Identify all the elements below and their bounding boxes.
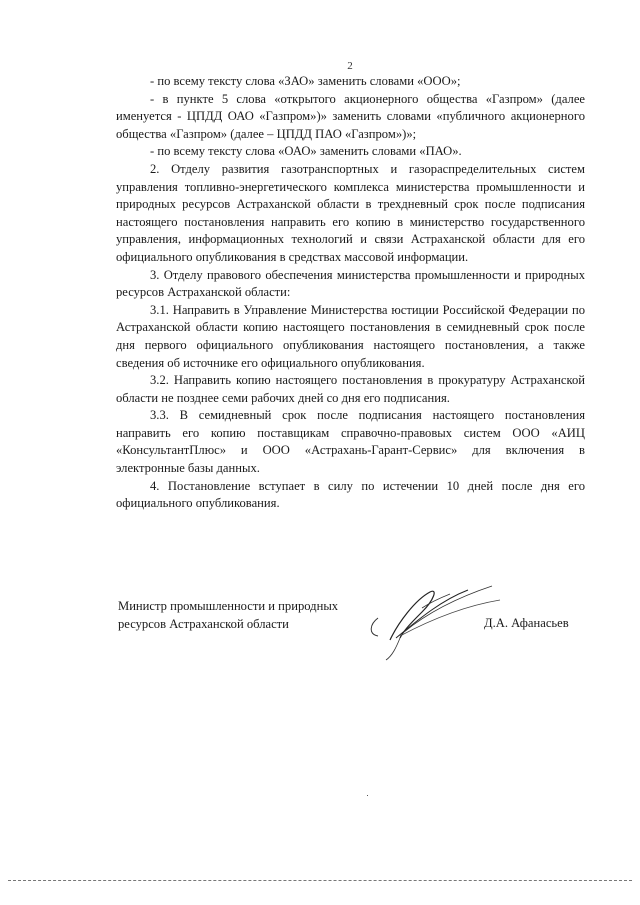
- document-body: [116, 73, 585, 513]
- paragraph-item-4: 4. Постановление вступает в силу по истечении 10 дней после дня его официального опубликования.: [116, 478, 585, 511]
- signatory-position-line2: ресурсов Астраханской области: [118, 617, 289, 631]
- paragraph-oao-replacement: - по всему тексту слова «ОАО» заменить словами «ПАО».: [150, 144, 462, 159]
- page-number: 2: [347, 60, 353, 72]
- scan-bottom-edge: [8, 880, 632, 882]
- signatory-position-line1: Министр промышленности и природных: [118, 599, 339, 613]
- paragraph-item-3: 3. Отделу правового обеспечения министерства промышленности и природных ресурсов Астраханской области:: [116, 267, 585, 300]
- paragraph-clause5-replacement: - в пункте 5 слова «открытого акционерного общества «Газпром» (далее именуется - ЦПДД ОАО «Газпром»)» заменить словами «публичного акционерного общества «Газпром» (далее – ЦПДД ПАО «Газпром»)»;: [116, 91, 585, 141]
- signatory-position: [118, 597, 398, 633]
- paragraph-item-2: 2. Отделу развития газотранспортных и газораспределительных систем управления топливно-энергетического комплекса министерства промышленности и природных ресурсов Астраханской области в трехдневный срок после подписания настоящего постановления направить его копию в министерство государственного управления, информационных технологий и связи Астраханской области для его официального опубликования в средствах массовой информации.: [116, 161, 585, 264]
- paragraph-item-3-1: 3.1. Направить в Управление Министерства юстиции Российской Федерации по Астраханской области копию настоящего постановления в семидневный срок после дня первого официального опубликования настоящего постановления, а также сведения об источнике его официального опубликования.: [116, 302, 585, 370]
- paragraph-item-3-3: 3.3. В семидневный срок после подписания настоящего постановления направить его копию поставщикам справочно-правовых систем ООО «АИЦ «КонсультантПлюс» и ООО «Астрахань-Гарант-Сервис» для включения в электронные базы данных.: [116, 408, 585, 476]
- scan-speck: [367, 795, 368, 796]
- paragraph-item-3-2: 3.2. Направить копию настоящего постановления в прокуратуру Астраханской области не позднее семи рабочих дней со дня его подписания.: [116, 373, 585, 405]
- signatory-name: Д.А. Афанасьев: [484, 616, 569, 630]
- paragraph-zao-replacement: - по всему тексту слова «ЗАО» заменить словами «ООО»;: [150, 74, 461, 88]
